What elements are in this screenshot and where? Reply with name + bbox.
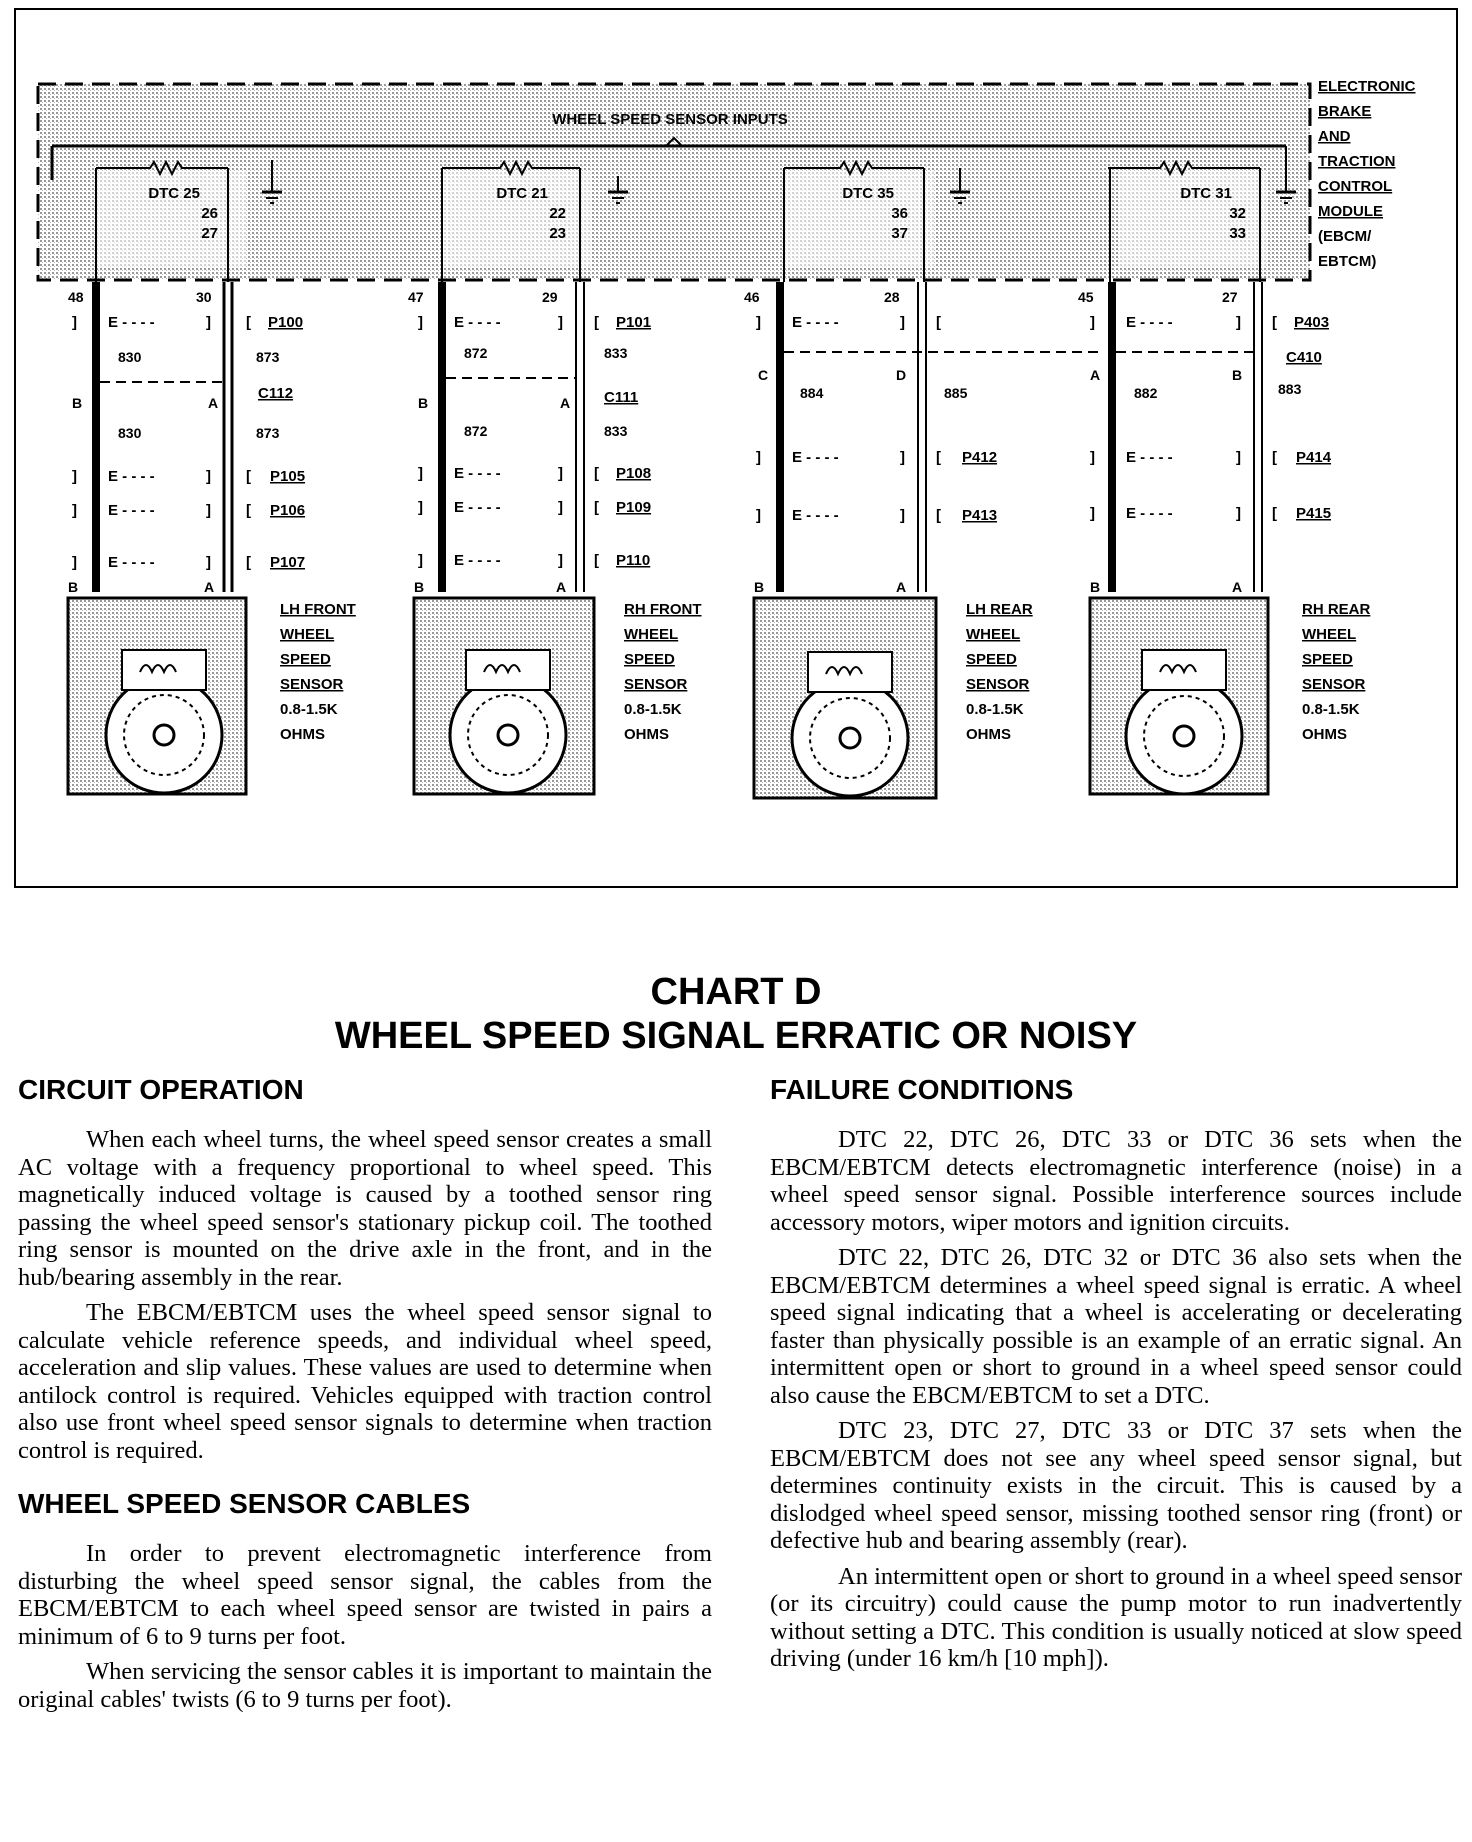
connector-bracket: ] [1090, 505, 1095, 522]
pin-letter: C [758, 367, 769, 383]
pin-letter: B [68, 579, 79, 595]
connector-bracket: [ [1272, 314, 1277, 331]
wiring-diagram [0, 0, 1472, 900]
cables-heading: WHEEL SPEED SENSOR CABLES [18, 1488, 471, 1519]
connector-bracket: E - - - - [454, 499, 501, 516]
paragraph: DTC 22, DTC 26, DTC 33 or DTC 36 sets when the EBCM/EBTCM detects electromagnetic interference (noise) in a wheel speed sensor signal. Possible interference sources include accessory motors, wiper motors and ignition circuits. [770, 1126, 1462, 1236]
chart-subtitle: WHEEL SPEED SIGNAL ERRATIC OR NOISY [334, 1015, 1138, 1057]
pin-letter: B [1232, 367, 1243, 383]
paragraph: An intermittent open or short to ground in a wheel speed sensor (or its circuitry) could cause the pump motor to run inadvertently without setting a DTC. This condition is usually noticed at slow speed driving (under 16 km/h [10 mph]). [770, 1562, 1462, 1672]
connector-bracket: ] [418, 314, 423, 331]
pin-number: 28 [884, 289, 900, 305]
dtc-label: 22 [549, 205, 566, 222]
connector-label: P403 [1294, 314, 1330, 331]
pin-letter: A [1090, 367, 1101, 383]
right-column [770, 1072, 1462, 1681]
wire-number: 873 [256, 425, 280, 441]
module-name-line: ELECTRONIC [1318, 78, 1416, 95]
sensor-resistance: OHMS [966, 726, 1011, 743]
sensor-label: RH FRONT [624, 601, 702, 618]
dtc-label: 26 [201, 205, 218, 222]
pin-letter: B [418, 395, 429, 411]
sensor-label: SPEED [966, 651, 1017, 668]
sensor-resistance: OHMS [624, 726, 669, 743]
dtc-label: DTC 35 [842, 185, 894, 202]
connector-bracket: ] [206, 502, 211, 519]
connector-bracket: ] [418, 499, 423, 516]
wheel-speed-sensor-icon [414, 598, 594, 794]
wheel-speed-sensor-icon [68, 598, 246, 794]
pin-letter: B [72, 395, 83, 411]
failure-conditions-heading: FAILURE CONDITIONS [770, 1074, 1074, 1105]
connector-bracket: [ [936, 314, 941, 331]
paragraph: When each wheel turns, the wheel speed sensor creates a small AC voltage with a frequency proportional to wheel speed. This magnetically induced voltage is caused by a toothed sensor ring passing the wheel speed sensor's stationary pickup coil. The toothed ring sensor is mounted on the drive axle in the front, and in the hub/bearing assembly in the rear. [18, 1126, 712, 1291]
dtc-label: 33 [1229, 225, 1246, 242]
chart-title: CHART D [650, 971, 822, 1013]
dtc-label: 32 [1229, 205, 1246, 222]
module-name-line: BRAKE [1318, 103, 1372, 120]
module-name-line: AND [1318, 128, 1351, 145]
connector-bracket: E - - - - [792, 314, 839, 331]
pin-number: 45 [1078, 289, 1094, 305]
connector-bracket: ] [558, 465, 563, 482]
connector-label: P100 [268, 314, 304, 331]
sensor-label: WHEEL [1302, 626, 1357, 643]
connector-bracket: [ [594, 552, 599, 569]
wire-number: 882 [1134, 385, 1158, 401]
wire-number: 885 [944, 385, 968, 401]
connector-label: C112 [258, 385, 294, 402]
connector-bracket: ] [1236, 449, 1241, 466]
sensor-label: SPEED [1302, 651, 1353, 668]
paragraph: DTC 23, DTC 27, DTC 33 or DTC 37 sets when the EBCM/EBTCM does not see any wheel speed sensor signal, but determines continuity exists in the circuit. This is caused by a dislodged wheel speed sensor, missing toothed sensor ring (front) or defective hub and bearing assembly (rear). [770, 1417, 1462, 1554]
connector-bracket: ] [72, 468, 77, 485]
module-name-label [1318, 78, 1416, 270]
sensor-label: SENSOR [966, 676, 1030, 693]
sensor-label: SPEED [624, 651, 675, 668]
connector-bracket: E - - - - [1126, 449, 1173, 466]
wire-number: 872 [464, 423, 488, 439]
connector-bracket: ] [558, 552, 563, 569]
dtc-label: DTC 31 [1180, 185, 1232, 202]
paragraph: The EBCM/EBTCM uses the wheel speed sensor signal to calculate vehicle reference speeds, and individual wheel speed, acceleration and slip values. These values are used to determine when antilock control is required. Vehicles equipped with traction control also use front wheel speed sensor signals to determine when traction control is required. [18, 1299, 712, 1464]
connector-label: P106 [270, 502, 306, 519]
wire-number: 830 [118, 349, 142, 365]
connector-bracket: E - - - - [792, 507, 839, 524]
pin-letter: B [414, 579, 425, 595]
connector-bracket: E - - - - [1126, 314, 1173, 331]
wire-number: 833 [604, 423, 628, 439]
connector-bracket: [ [1272, 505, 1277, 522]
connector-label: P413 [962, 507, 998, 524]
sensor-label: SPEED [280, 651, 331, 668]
pin-letter: B [754, 579, 765, 595]
connector-bracket: ] [756, 314, 761, 331]
connector-bracket: ] [418, 552, 423, 569]
connector-bracket: [ [246, 468, 251, 485]
sensor-label: WHEEL [280, 626, 335, 643]
sensor-label: LH REAR [966, 601, 1033, 618]
paragraph: DTC 22, DTC 26, DTC 32 or DTC 36 also sets when the EBCM/EBTCM determines a wheel speed signal is erratic. A wheel speed signal indicating that a wheel is accelerating or decelerating faster than physically possible is an example of an erratic signal. An intermittent open or short to ground in a wheel speed sensor could also cause the EBCM/EBTCM to set a DTC. [770, 1244, 1462, 1409]
dtc-label: 36 [891, 205, 908, 222]
wire-number: 884 [800, 385, 824, 401]
connector-bracket: [ [1272, 449, 1277, 466]
connector-bracket: E - - - - [454, 465, 501, 482]
module-name-line: EBTCM) [1318, 253, 1377, 270]
dtc-label: 23 [549, 225, 566, 242]
pin-number: 27 [1222, 289, 1238, 305]
connector-label: P107 [270, 554, 306, 571]
connector-bracket: ] [206, 554, 211, 571]
module-name-line: (EBCM/ [1318, 228, 1372, 245]
connector-bracket: E - - - - [108, 554, 155, 571]
pin-letter: A [896, 579, 907, 595]
sensor-resistance: OHMS [280, 726, 325, 743]
pin-number: 30 [196, 289, 212, 305]
connector-bracket: E - - - - [108, 502, 155, 519]
dtc-label: 37 [891, 225, 908, 242]
connector-bracket: ] [1090, 314, 1095, 331]
connector-bracket: ] [72, 554, 77, 571]
connector-bracket: E - - - - [454, 314, 501, 331]
pin-letter: A [556, 579, 567, 595]
connector-bracket: [ [246, 502, 251, 519]
connector-bracket: E - - - - [454, 552, 501, 569]
connector-bracket: [ [594, 465, 599, 482]
connector-bracket: ] [558, 314, 563, 331]
connector-label: P414 [1296, 449, 1332, 466]
connector-label: P108 [616, 465, 652, 482]
pin-letter: B [1090, 579, 1101, 595]
sensor-label: SENSOR [280, 676, 344, 693]
connector-bracket: ] [206, 468, 211, 485]
sensor-resistance: 0.8-1.5K [624, 701, 682, 718]
connector-bracket: [ [246, 554, 251, 571]
sensor-resistance: OHMS [1302, 726, 1347, 743]
connector-label: P110 [616, 552, 651, 569]
connector-bracket: [ [936, 449, 941, 466]
connector-label: P109 [616, 499, 652, 516]
pin-letter: A [208, 395, 219, 411]
sensor-label: WHEEL [966, 626, 1021, 643]
pin-number: 46 [744, 289, 760, 305]
circuit-operation-heading: CIRCUIT OPERATION [18, 1074, 304, 1105]
connector-label: C410 [1286, 349, 1322, 366]
connector-bracket: [ [246, 314, 251, 331]
connector-bracket: ] [1236, 505, 1241, 522]
connector-bracket: ] [900, 507, 905, 524]
connector-bracket: ] [72, 502, 77, 519]
connector-bracket: ] [1090, 449, 1095, 466]
sensor-label: LH FRONT [280, 601, 356, 618]
connector-bracket: E - - - - [108, 468, 155, 485]
paragraph: In order to prevent electromagnetic interference from disturbing the wheel speed sensor signal, the cables from the EBCM/EBTCM to each wheel speed sensor are twisted in pairs a minimum of 6 to 9 turns per foot. [18, 1540, 712, 1650]
dtc-label: 27 [201, 225, 218, 242]
connector-bracket: E - - - - [792, 449, 839, 466]
pin-letter: D [896, 367, 907, 383]
wire-number: 883 [1278, 381, 1302, 397]
left-column [18, 1072, 712, 1721]
connector-label: P105 [270, 468, 306, 485]
module-name-line: TRACTION [1318, 153, 1396, 170]
wheel-speed-sensor-icon [1090, 598, 1268, 794]
connector-bracket: ] [900, 449, 905, 466]
connector-bracket: E - - - - [108, 314, 155, 331]
connector-bracket: [ [594, 499, 599, 516]
pin-letter: A [1232, 579, 1243, 595]
connector-bracket: ] [206, 314, 211, 331]
connector-bracket: ] [1236, 314, 1241, 331]
sensor-label: WHEEL [624, 626, 679, 643]
pin-letter: A [560, 395, 571, 411]
connector-bracket: [ [594, 314, 599, 331]
wire-number: 873 [256, 349, 280, 365]
sensor-label: SENSOR [624, 676, 688, 693]
pin-number: 48 [68, 289, 84, 305]
wire-number: 872 [464, 345, 488, 361]
wire-number: 833 [604, 345, 628, 361]
connector-bracket: ] [756, 449, 761, 466]
sensor-resistance: 0.8-1.5K [280, 701, 338, 718]
dtc-label: DTC 21 [496, 185, 548, 202]
connector-bracket: E - - - - [1126, 505, 1173, 522]
paragraph: When servicing the sensor cables it is important to maintain the original cables' twists (6 to 9 turns per foot). [18, 1658, 712, 1713]
module-name-line: MODULE [1318, 203, 1383, 220]
sensor-label: SENSOR [1302, 676, 1366, 693]
module-inputs-label: WHEEL SPEED SENSOR INPUTS [552, 111, 788, 128]
connector-bracket: ] [418, 465, 423, 482]
pin-letter: A [204, 579, 215, 595]
connector-bracket: [ [936, 507, 941, 524]
pin-number: 47 [408, 289, 424, 305]
wire-number: 830 [118, 425, 142, 441]
connector-bracket: ] [72, 314, 77, 331]
sensor-label: RH REAR [1302, 601, 1371, 618]
module-name-line: CONTROL [1318, 178, 1393, 195]
connector-label: P101 [616, 314, 652, 331]
connector-label: C111 [604, 389, 639, 406]
connector-bracket: ] [900, 314, 905, 331]
connector-bracket: ] [756, 507, 761, 524]
wheel-speed-sensor-icon [754, 598, 936, 798]
connector-bracket: ] [558, 499, 563, 516]
pin-number: 29 [542, 289, 558, 305]
connector-label: P415 [1296, 505, 1332, 522]
dtc-label: DTC 25 [148, 185, 200, 202]
sensor-resistance: 0.8-1.5K [966, 701, 1024, 718]
sensor-resistance: 0.8-1.5K [1302, 701, 1360, 718]
connector-label: P412 [962, 449, 998, 466]
